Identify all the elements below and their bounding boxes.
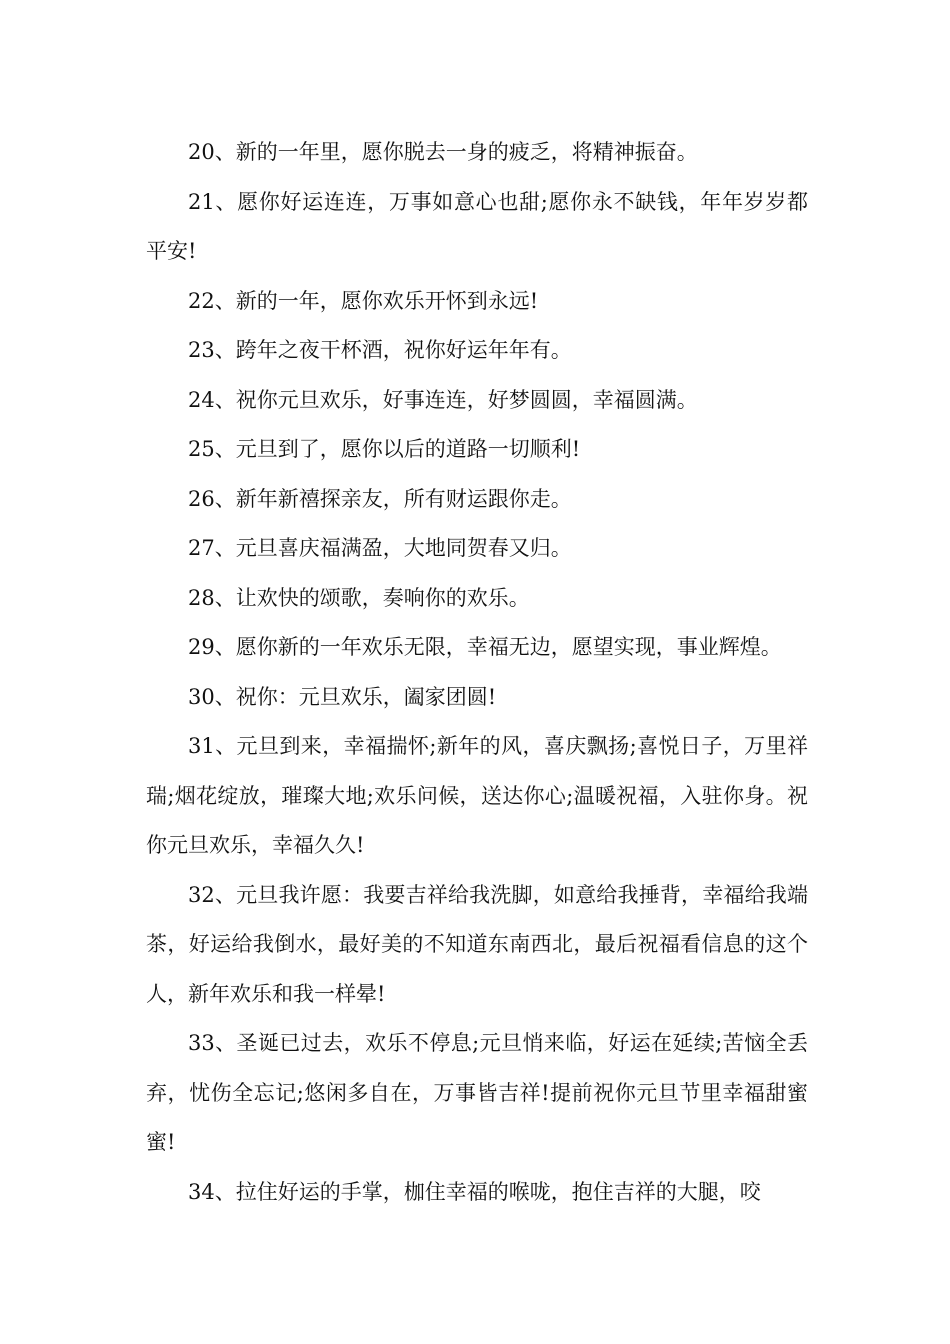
paragraph-34: 34、拉住好运的手掌，枷住幸福的喉咙，抱住吉祥的大腿，咬 <box>188 1179 761 1204</box>
paragraph-29: 29、愿你新的一年欢乐无限，幸福无边，愿望实现，事业辉煌。 <box>188 635 782 659</box>
paragraph-21: 21、愿你好运连连，万事如意心也甜;愿你永不缺钱，年年岁岁都平安! <box>146 189 808 263</box>
paragraph-25: 25、元旦到了，愿你以后的道路一切顺利! <box>188 437 581 461</box>
paragraph-27: 27、元旦喜庆福满盈，大地同贺春又归。 <box>188 536 572 560</box>
paragraph-22: 22、新的一年，愿你欢乐开怀到永远! <box>188 288 539 313</box>
paragraph-32: 32、元旦我许愿：我要吉祥给我洗脚，如意给我捶背，幸福给我端茶，好运给我倒水，最好美的不知道东南西北，最后祝福看信息的这个人，新年欢乐和我一样晕! <box>146 882 808 1006</box>
paragraph-26: 26、新年新禧探亲友，所有财运跟你走。 <box>188 486 572 511</box>
paragraph-30: 30、祝你：元旦欢乐，阖家团圆! <box>188 684 497 709</box>
paragraph-31: 31、元旦到来，幸福揣怀;新年的风，喜庆飘扬;喜悦日子，万里祥瑞;烟花绽放，璀璨大地;欢乐问候，送达你心;温暖祝福，入驻你身。祝你元旦欢乐，幸福久久! <box>146 734 808 857</box>
document-body <box>146 128 808 1217</box>
paragraph-28: 28、让欢快的颂歌，奏响你的欢乐。 <box>188 585 530 610</box>
paragraph-33: 33、圣诞已过去，欢乐不停息;元旦悄来临，好运在延续;苦恼全丢弃，忧伤全忘记;悠闲多自在，万事皆吉祥!提前祝你元旦节里幸福甜蜜蜜! <box>146 1031 808 1154</box>
paragraph-20: 20、新的一年里，愿你脱去一身的疲乏，将精神振奋。 <box>188 140 698 164</box>
paragraph-24: 24、祝你元旦欢乐，好事连连，好梦圆圆，幸福圆满。 <box>188 387 698 412</box>
paragraph-23: 23、跨年之夜干杯酒，祝你好运年年有。 <box>188 338 572 362</box>
